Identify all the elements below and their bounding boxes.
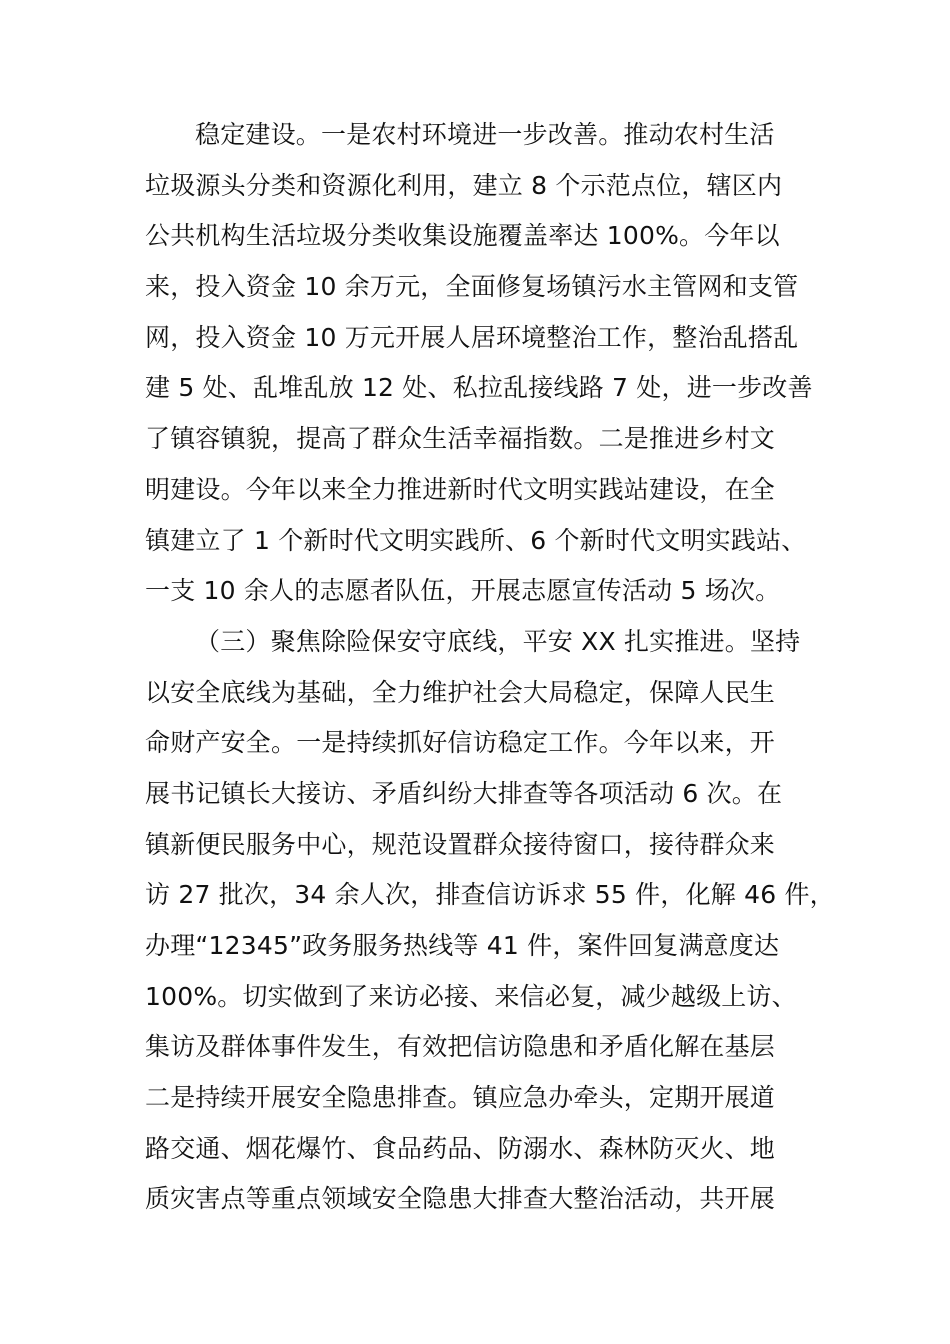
text-line-12: 以安全底线为基础，全力维护社会大局稳定，保障人民生 <box>145 677 776 707</box>
text-line-5: 网，投入资金 10 万元开展人居环境整治工作，整治乱搭乱 <box>145 322 799 352</box>
text-line-20: 二是持续开展安全隐患排查。镇应急办牵头，定期开展道 <box>145 1083 776 1113</box>
text-line-7: 了镇容镇貌，提高了群众生活幸福指数。二是推进乡村文 <box>145 424 776 454</box>
text-line-13: 命财产安全。一是持续抓好信访稳定工作。今年以来，开 <box>145 728 776 758</box>
text-line-16: 访 27 批次，34 余人次，排查信访诉求 55 件，化解 46 件， <box>145 880 835 910</box>
text-line-2: 垃圾源头分类和资源化利用，建立 8 个示范点位，辖区内 <box>145 170 783 200</box>
text-line-8: 明建设。今年以来全力推进新时代文明实践站建设，在全 <box>145 474 776 504</box>
text-line-4: 来，投入资金 10 余万元，全面修复场镇污水主管网和支管 <box>145 272 799 302</box>
text-line-10: 一支 10 余人的志愿者队伍，开展志愿宣传活动 5 场次。 <box>145 576 781 606</box>
text-line-18: 100%。切实做到了来访必接、来信必复，减少越级上访、 <box>145 981 797 1011</box>
text-line-3: 公共机构生活垃圾分类收集设施覆盖率达 100%。今年以 <box>145 221 780 251</box>
text-line-1: 稳定建设。一是农村环境进一步改善。推动农村生活 <box>195 120 775 149</box>
text-line-6: 建 5 处、乱堆乱放 12 处、私拉乱接线路 7 处，进一步改善 <box>145 373 813 403</box>
text-line-11: （三）聚焦除险保安守底线，平安 XX 扎实推进。坚持 <box>195 626 801 656</box>
text-line-19: 集访及群体事件发生，有效把信访隐患和矛盾化解在基层 <box>145 1032 776 1062</box>
body-text <box>145 110 835 1225</box>
text-line-17: 办理“12345”政务服务热线等 41 件，案件回复满意度达 <box>145 931 780 960</box>
text-line-21: 路交通、烟花爆竹、食品药品、防溺水、森林防灭火、地 <box>145 1133 776 1163</box>
text-line-15: 镇新便民服务中心，规范设置群众接待窗口，接待群众来 <box>145 829 776 859</box>
text-line-22: 质灾害点等重点领域安全隐患大排查大整治活动，共开展 <box>145 1184 776 1214</box>
text-line-9: 镇建立了 1 个新时代文明实践所、6 个新时代文明实践站、 <box>145 525 807 555</box>
text-line-14: 展书记镇长大接访、矛盾纠纷大排查等各项活动 6 次。在 <box>145 778 783 808</box>
